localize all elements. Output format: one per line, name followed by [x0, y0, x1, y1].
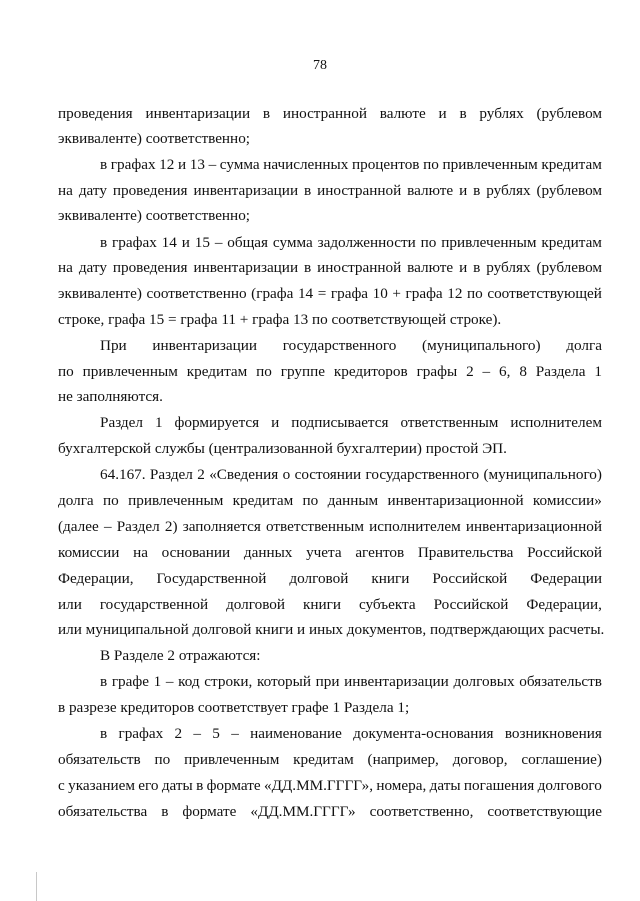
text-line: в графах 12 и 13 – сумма начисленных процентов по привлеченным кредитам	[100, 156, 602, 173]
text-line: Федерации, Государственной долговой книги Российской Федерации	[58, 570, 602, 587]
text-line: Раздел 1 формируется и подписывается ответственным исполнителем	[100, 414, 602, 431]
text-line: не заполняются.	[58, 388, 163, 405]
text-line: При инвентаризации государственного (муниципального) долга	[100, 337, 602, 354]
text-line: на дату проведения инвентаризации в иностранной валюте и в рублях (рублевом	[58, 182, 602, 199]
text-line: 64.167. Раздел 2 «Сведения о состоянии государственного (муниципального)	[100, 466, 602, 483]
text-line: в графах 2 – 5 – наименование документа-основания возникновения	[100, 725, 602, 742]
text-line: на дату проведения инвентаризации в иностранной валюте и в рублях (рублевом	[58, 259, 602, 276]
text-line: бухгалтерской службы (централизованной бухгалтерии) простой ЭП.	[58, 440, 507, 457]
text-line: комиссии на основании данных учета агентов Правительства Российской	[58, 544, 602, 561]
text-line: или муниципальной долговой книги и иных документов, подтверждающих расчеты.	[58, 621, 605, 638]
text-line: проведения инвентаризации в иностранной валюте и в рублях (рублевом	[58, 105, 602, 122]
text-line: обязательств по привлеченным кредитам (например, договор, соглашение)	[58, 751, 602, 768]
text-line: по привлеченным кредитам по группе кредиторов графы 2 – 6, 8 Раздела 1	[58, 363, 602, 380]
text-line: строке, графа 15 = графа 11 + графа 13 по соответствующей строке).	[58, 311, 502, 328]
text-line: долга по привлеченным кредитам по данным инвентаризационной комиссии»	[58, 492, 602, 509]
scan-edge-mark	[36, 872, 37, 901]
text-line: или государственной долговой книги субъекта Российской Федерации,	[58, 596, 602, 613]
text-line: в графах 14 и 15 – общая сумма задолженности по привлеченным кредитам	[100, 234, 602, 251]
text-line: в графе 1 – код строки, который при инвентаризации долговых обязательств	[100, 673, 602, 690]
text-line: в разрезе кредиторов соответствует графе 1 Раздела 1;	[58, 699, 410, 716]
page-number: 78	[313, 58, 327, 73]
text-line: обязательства в формате «ДД.ММ.ГГГГ» соответственно, соответствующие	[58, 803, 602, 820]
text-line: с указанием его даты в формате «ДД.ММ.ГГГГ», номера, даты погашения долгового	[58, 777, 602, 794]
text-line: эквиваленте) соответственно (графа 14 = графа 10 + графа 12 по соответствующей	[58, 285, 602, 302]
text-line: эквиваленте) соответственно;	[58, 207, 251, 224]
text-line: В Разделе 2 отражаются:	[100, 647, 261, 664]
text-line: эквиваленте) соответственно;	[58, 130, 251, 147]
text-line: (далее – Раздел 2) заполняется ответственным исполнителем инвентаризационной	[58, 518, 602, 535]
